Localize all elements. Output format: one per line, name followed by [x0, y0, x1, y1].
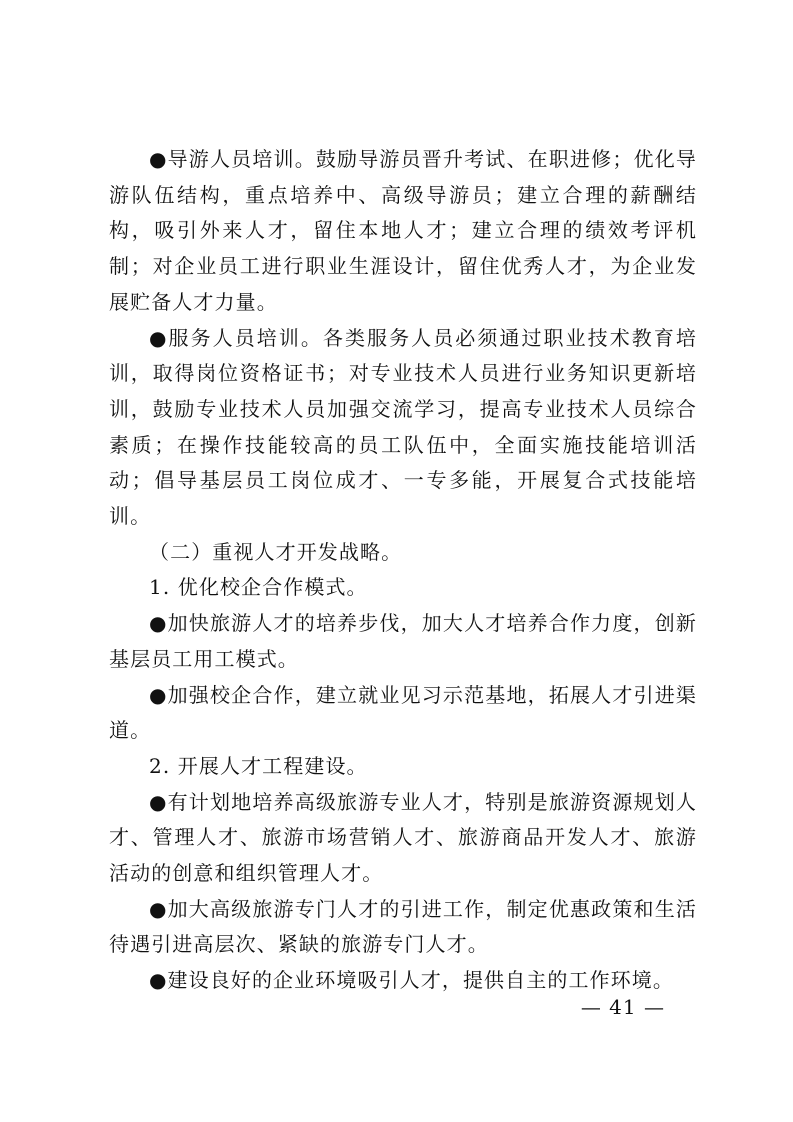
paragraph-enterprise-environment: ●建设良好的企业环境吸引人才，提供自主的工作环境。: [149, 968, 674, 993]
paragraph-cultivate-talent: ●有计划地培养高级旅游专业人才，特别是旅游资源规划人才、管理人才、旅游市场营销人才、旅游商品开发人才、旅游活动的创意和组织管理人才。: [109, 789, 697, 886]
paragraph-accelerate-training: ●加快旅游人才的培养步伐，加大人才培养合作力度，创新基层员工用工模式。: [109, 611, 697, 671]
subheading-school-enterprise: 1. 优化校企合作模式。: [149, 575, 368, 600]
paragraph-strengthen-cooperation: ●加强校企合作，建立就业见习示范基地，拓展人才引进渠道。: [109, 682, 697, 743]
page-number: [0, 993, 793, 1021]
page-number-text: — 41 —: [580, 995, 665, 1019]
body-text: [109, 142, 697, 999]
paragraph-introduce-talent: ●加大高级旅游专门人才的引进工作，制定优惠政策和生活待遇引进高层次、紧缺的旅游专门人才。: [109, 896, 697, 957]
section-heading-talent-strategy: （二）重视人才开发战略。: [149, 539, 403, 564]
paragraph-tour-guide-training: ●导游人员培训。鼓励导游员晋升考试、在职进修；优化导游队伍结构，重点培养中、高级导游员；建立合理的薪酬结构，吸引外来人才，留住本地人才；建立合理的绩效考评机制；对企业员工进行职业生涯设计，留住优秀人才，为企业发展贮备人才力量。: [109, 147, 697, 314]
subheading-talent-project: 2. 开展人才工程建设。: [149, 753, 368, 778]
paragraph-service-staff-training: ●服务人员培训。各类服务人员必须通过职业技术教育培训，取得岗位资格证书；对专业技术人员进行业务知识更新培训，鼓励专业技术人员加强交流学习，提高专业技术人员综合素质；在操作技能较高的员工队伍中，全面实施技能培训活动；倡导基层员工岗位成才、一专多能，开展复合式技能培训。: [109, 325, 697, 529]
